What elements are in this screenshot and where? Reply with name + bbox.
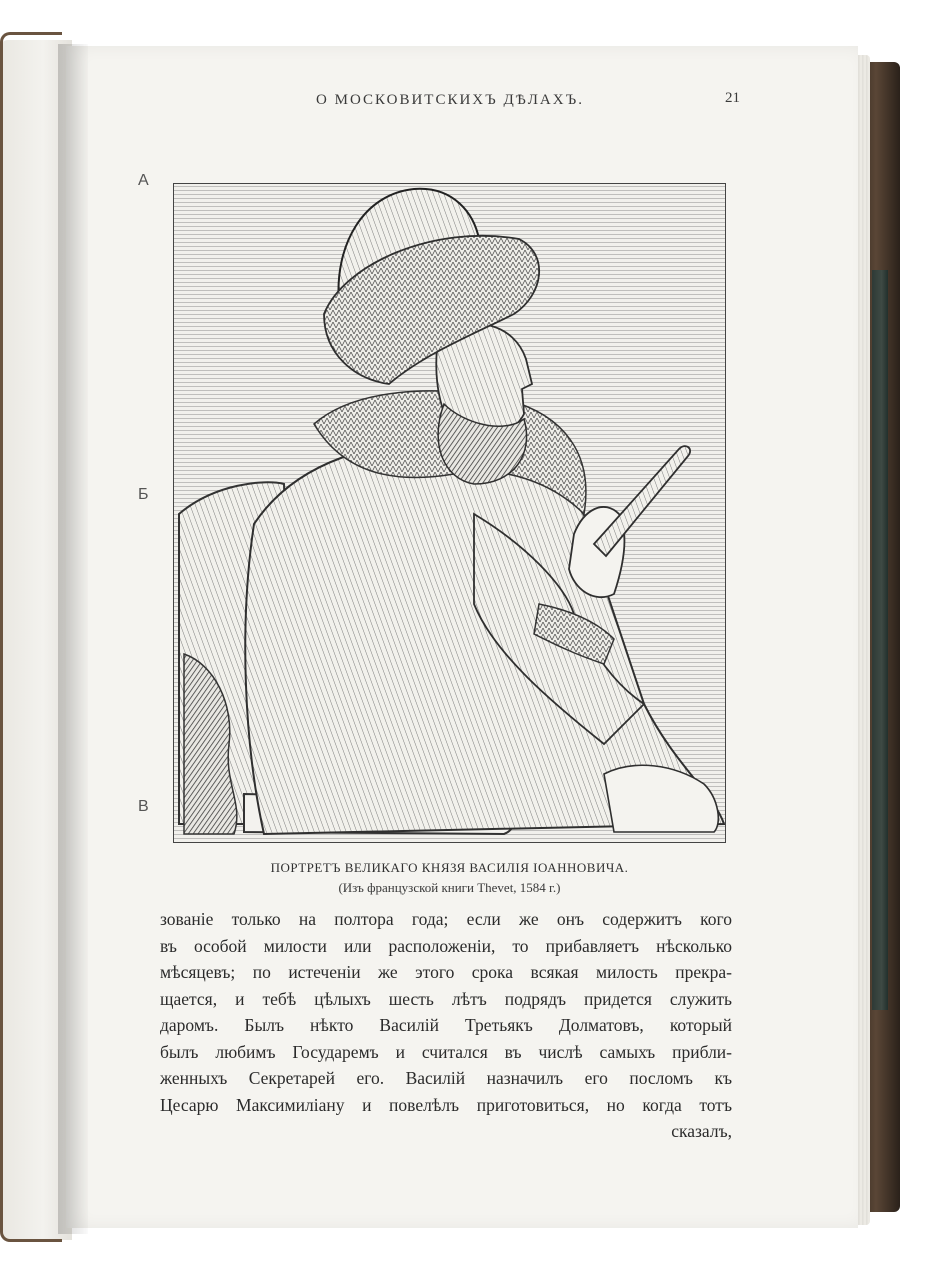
portrait-drawing bbox=[174, 184, 726, 843]
body-line: мѣсяцевъ; по истеченіи же этого срока всякая милость прекра- bbox=[160, 962, 732, 982]
body-line-last: сказалъ, bbox=[671, 1121, 732, 1141]
body-line: въ особой милости или расположеніи, то прибавляетъ нѣсколько bbox=[160, 935, 732, 956]
cover-spine-strip bbox=[872, 270, 888, 1010]
body-line: зованіе только на полтора года; если же онъ содержитъ кого bbox=[160, 909, 732, 929]
body-line: женныхъ Секретарей его. Василій назначилъ его посломъ къ bbox=[160, 1068, 732, 1088]
running-head: О МОСКОВИТСКИХЪ ДѢЛАХЪ. bbox=[316, 92, 584, 108]
portrait-engraving bbox=[173, 183, 726, 843]
margin-letter-v: В bbox=[138, 798, 149, 815]
left-cover-edge bbox=[0, 32, 62, 1242]
caption-title: ПОРТРЕТЪ ВЕЛИКАГО КНЯЗЯ ВАСИЛІЯ ІОАННОВИЧА. bbox=[270, 860, 629, 875]
margin-letter-b: Б bbox=[138, 486, 149, 503]
body-line: щается, и тебѣ цѣлыхъ шесть лѣтъ подрядъ придется служить bbox=[160, 988, 732, 1009]
body-line: даромъ. Былъ нѣкто Василій Третьякъ Долматовъ, который bbox=[160, 1015, 732, 1035]
margin-letter-a: А bbox=[138, 172, 149, 189]
body-line: былъ любимъ Государемъ и считался въ числѣ самыхъ прибли- bbox=[160, 1041, 732, 1062]
body-line: Цесарю Максимиліану и повелѣлъ приготовиться, но когда тотъ bbox=[160, 1094, 732, 1115]
body-text bbox=[160, 906, 732, 1145]
page-number: 21 bbox=[725, 90, 740, 106]
gutter-shadow bbox=[58, 44, 88, 1234]
caption-source: (Изъ французской книги Thevet, 1584 г.) bbox=[338, 880, 561, 895]
